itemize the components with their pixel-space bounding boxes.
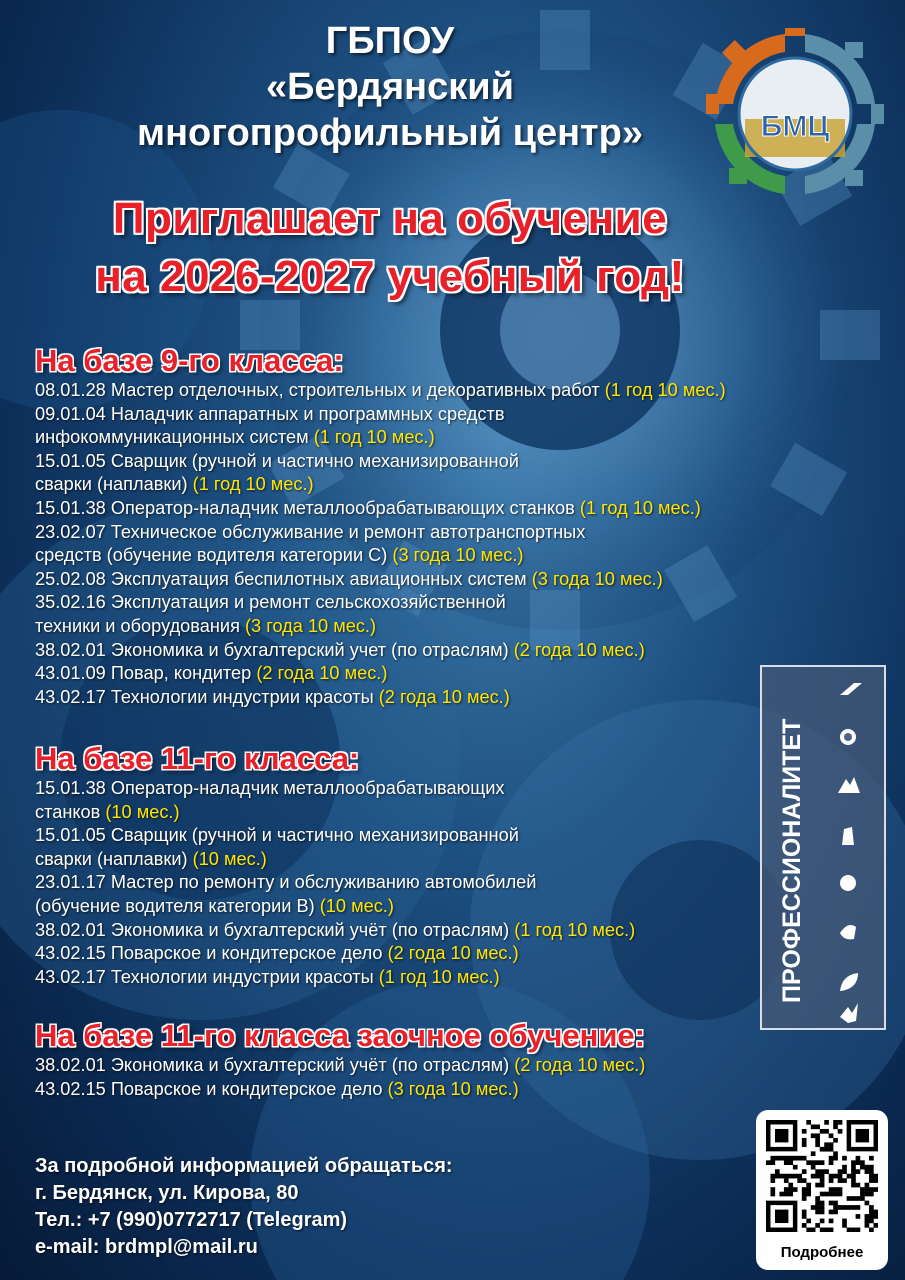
program-list [35,777,855,989]
program-text: 23.02.07 Техническое обслуживание и ремонт автотранспортных [35,521,586,542]
program-line [35,1078,855,1102]
program-line [35,966,855,990]
program-line [35,615,855,639]
drop-icon [840,925,856,939]
program-duration: (3 года 10 мес.) [387,1078,519,1099]
logo-text: БМЦ [760,110,830,143]
program-duration: (2 года 10 мес.) [256,663,388,684]
program-text: 43.02.15 Поварское и кондитерское дело [35,1078,388,1099]
program-duration: (3 года 10 мес.) [392,545,524,566]
program-text: 35.02.16 Эксплуатация и ремонт сельскохозяйственной [35,592,506,613]
program-duration: (1 год 10 мес.) [192,474,314,495]
program-line [35,801,855,825]
org-name-1: «Бердянский [266,66,514,108]
program-duration: (2 года 10 мес.) [514,1055,646,1075]
program-text: 15.01.38 Оператор-наладчик металлообрабатывающих [35,778,505,798]
program-line [35,919,855,943]
program-line [35,824,855,848]
program-duration: (2 года 10 мес.) [387,943,519,964]
org-name-2: многопрофильный центр» [136,112,644,154]
program-line [35,568,855,592]
program-text: 08.01.28 Мастер отделочных, строительных и декоративных работ [35,380,605,400]
program-text: сварки (наплавки) [35,474,193,495]
program-line [35,473,855,497]
program-duration: (3 года 10 мес.) [531,568,663,589]
program-text: 09.01.04 Наладчик аппаратных и программных средств [35,403,505,424]
invite-line-2: на 2026-2027 учебный год! [95,252,685,301]
header [0,18,780,156]
program-line [35,497,855,521]
program-text: 15.01.05 Сварщик (ручной и частично механизированной [35,825,519,846]
program-text: станков [35,801,106,822]
program-line [35,639,855,663]
logo [706,28,884,200]
program-duration: (10 мес.) [192,848,267,869]
program-text: (обучение водителя категории В) [35,895,320,916]
program-duration: (1 год 10 мес.) [604,380,726,400]
program-line [35,942,855,966]
professionalitet-label [770,673,814,1023]
program-text: средств (обучение водителя категории С) [35,545,393,566]
org-type: ГБПОУ [325,20,455,62]
invite-line-1: Приглашает на обучение [112,194,668,243]
program-text: 43.02.15 Поварское и кондитерское дело [35,943,388,964]
program-text: 15.01.05 Сварщик (ручной и частично механизированной [35,450,519,471]
program-list [35,379,855,709]
program-text: 23.01.17 Мастер по ремонту и обслуживанию автомобилей [35,872,537,893]
program-duration: (10 мес.) [105,801,180,822]
professionalitet-icons [832,675,872,1025]
professionalitet-banner [760,665,886,1030]
program-text: 43.02.17 Технологии индустрии красоты [35,686,379,707]
section-grade-11 [35,741,855,989]
program-line [35,450,855,474]
program-text: 38.02.01 Экономика и бухгалтерский учет (по отраслям) [35,639,514,660]
program-line [35,403,855,427]
program-duration: (1 год 10 мес.) [514,919,636,940]
program-duration: (3 года 10 мес.) [244,615,377,636]
program-text: 15.01.38 Оператор-наладчик металлообрабатывающих станков [35,497,580,518]
section-grade-9 [35,343,855,709]
phone[interactable]: Тел.: +7 (990)0772717 (Telegram) [35,1209,348,1231]
program-text: 38.02.01 Экономика и бухгалтерский учёт (по отраслям) [35,1055,515,1075]
program-line [35,591,855,615]
program-duration: (2 года 10 мес.) [513,639,645,660]
gear-logo-icon [706,28,884,200]
vase-icon [842,827,854,845]
program-line [35,895,855,919]
program-text: техники и оборудования [35,615,245,636]
program-line [35,848,855,872]
program-text: 25.02.08 Эксплуатация беспилотных авиационных систем [35,568,532,589]
program-duration: (1 год 10 мес.) [378,966,500,987]
section-title: На базе 11-го класса: [35,741,360,776]
program-line [35,871,855,895]
section-grade-11-correspondence [35,1018,855,1101]
section-title: На базе 11-го класса заочное обучение: [35,1018,645,1053]
program-line [35,1054,855,1078]
section-title: На базе 9-го класса: [35,343,344,378]
program-text: 43.02.17 Технологии индустрии красоты [35,966,379,987]
email[interactable]: e-mail: brdmpl@mail.ru [35,1236,258,1258]
program-text: 38.02.01 Экономика и бухгалтерский учёт (по отраслям) [35,919,515,940]
program-line [35,686,855,710]
address: г. Бердянск, ул. Кирова, 80 [35,1182,299,1204]
program-text: 43.01.09 Повар, кондитер [35,663,257,684]
qr-code-icon[interactable] [766,1120,878,1232]
program-duration: (2 года 10 мес.) [378,686,510,707]
mountain-icon [838,777,860,793]
program-list [35,1054,855,1101]
ring-icon [840,729,856,745]
program-duration: (1 год 10 мес.) [579,497,701,518]
program-line [35,521,855,545]
program-duration: (1 год 10 мес.) [313,427,435,448]
program-line [35,379,855,403]
program-text: сварки (наплавки) [35,848,193,869]
program-text: инфокоммуникационных систем [35,427,314,448]
program-line [35,544,855,568]
program-line [35,426,855,450]
program-duration: (10 мес.) [319,895,394,916]
professionalitet-text: ПРОФЕССИОНАЛИТЕТ [778,718,806,1003]
qr-label: Подробнее [780,1244,864,1261]
pencil-icon [840,683,862,695]
program-line [35,777,855,801]
leaf-icon [840,973,858,991]
qr-block[interactable] [756,1110,888,1270]
bolt-icon [840,1003,858,1023]
apple-icon [840,875,856,891]
contacts [35,1153,635,1261]
program-line [35,662,855,686]
contacts-heading: За подробной информацией обращаться: [35,1155,453,1177]
